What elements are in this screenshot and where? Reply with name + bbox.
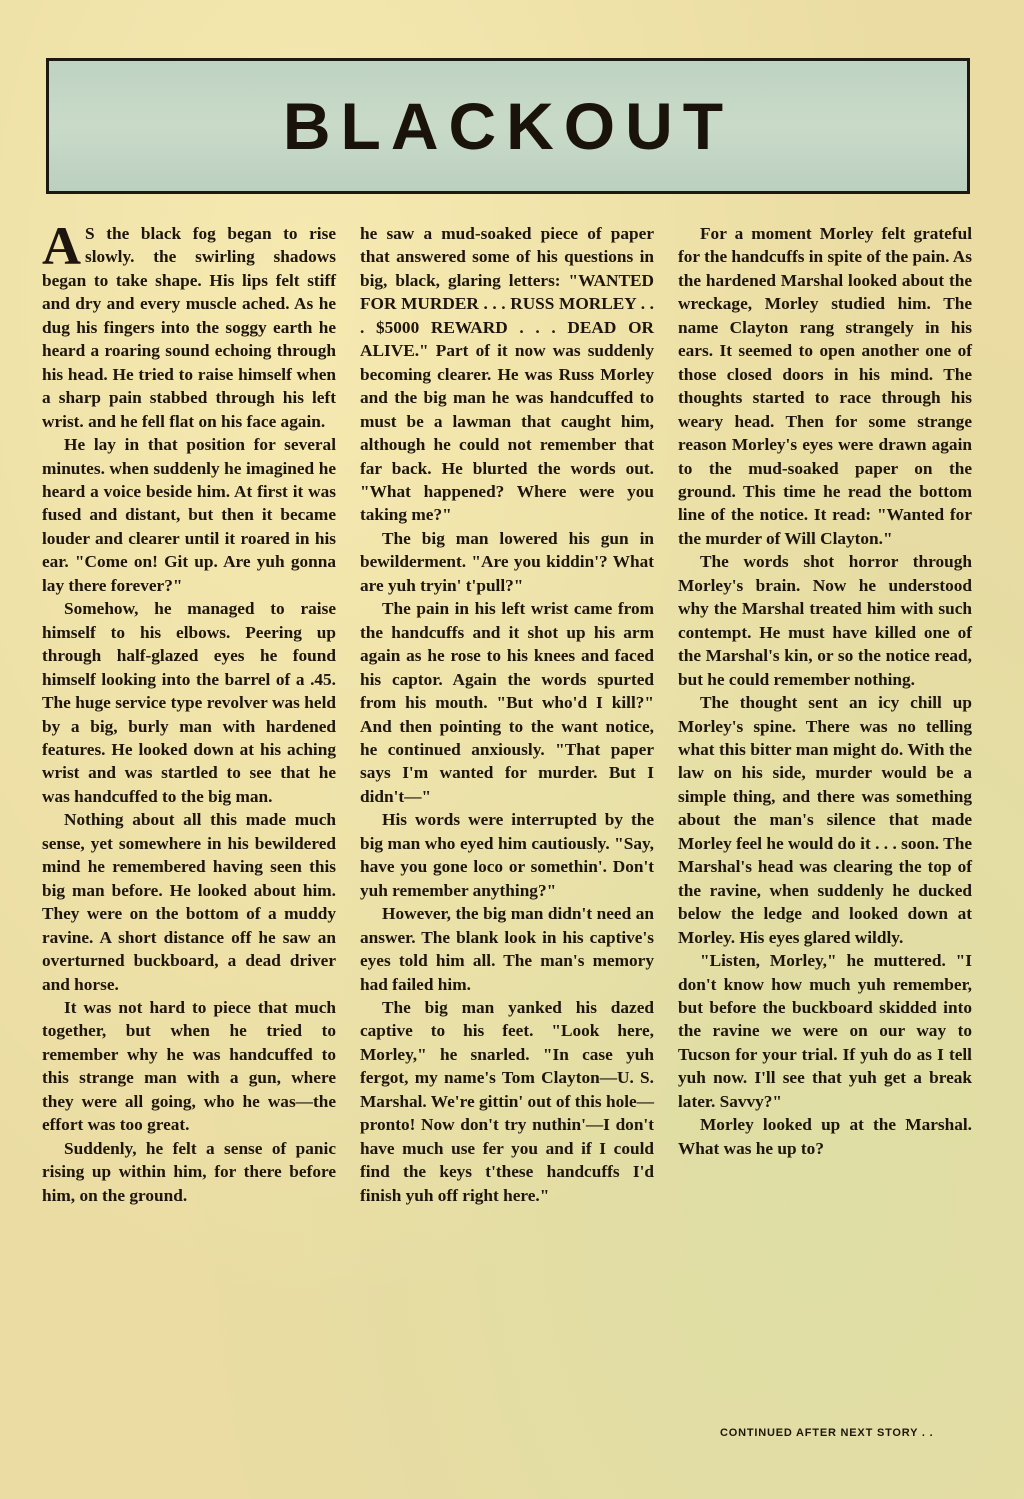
opening-paragraph-text: S the black fog began to rise slowly. the swirling shadows began to take shape. His lips felt stiff and dry and every muscle ached. As he dug his fingers into the soggy earth he heard a roaring sound echoing through his head. He tried to raise himself when a sharp pain stabbed through his left wrist. and he fell flat on his face again.: [42, 224, 336, 431]
paragraph: "Listen, Morley," he muttered. "I don't know how much yuh remember, but before the buckboard skidded into the ravine we were on our way to Tucson for your trial. If yuh do as I tell yuh now. I'll see that yuh get a break later. Savvy?": [678, 951, 972, 1111]
paragraph: Nothing about all this made much sense, yet somewhere in his bewildered mind he remembered having seen this big man before. He looked about him. They were on the bottom of a muddy ravine. A short distance off he saw an overturned buckboard, a dead driver and horse.: [42, 810, 336, 994]
paragraph: Somehow, he managed to raise himself to his elbows. Peering up through half-glazed eyes he found himself looking into the barrel of a .45. The huge service type revolver was held by a big, burly man with hardened features. He looked down at his aching wrist and was startled to see that he was handcuffed to the big man.: [42, 599, 336, 806]
continued-note: CONTINUED AFTER NEXT STORY . .: [720, 1427, 934, 1439]
text-column-1: [42, 216, 336, 1207]
paragraph: The words shot horror through Morley's brain. Now he understood why the Marshal treated him with such contempt. He must have killed one of the Marshal's kin, or so the notice read, but he could remember nothing.: [678, 552, 972, 689]
paragraph: The thought sent an icy chill up Morley's spine. There was no telling what this bitter man might do. With the law on his side, murder would be a simple thing, and there was something about the man's silence that made Morley feel he would do it . . . soon. The Marshal's head was clearing the top of the ravine, when suddenly he ducked below the ledge and looked down at Morley. His eyes glared wildly.: [678, 693, 972, 947]
paragraph: Morley looked up at the Marshal. What was he up to?: [678, 1115, 972, 1158]
paragraph: It was not hard to piece that much together, but when he tried to remember why he was handcuffed to this strange man with a gun, where they were all going, who he was—the effort was too great.: [42, 997, 336, 1135]
text-column-3: [678, 222, 972, 1160]
story-title: BLACKOUT: [282, 89, 734, 163]
drop-cap: A: [42, 216, 81, 276]
text-column-2: [360, 222, 654, 1207]
paragraph: Suddenly, he felt a sense of panic rising up within him, for there before him, on the ground.: [42, 1138, 336, 1205]
paragraph: However, the big man didn't need an answer. The blank look in his captive's eyes told him all. The man's memory had failed him.: [360, 904, 654, 994]
paragraph: He lay in that position for several minutes. when suddenly he imagined he heard a voice beside him. At first it was fused and distant, but then it became louder and clearer until it roared in his ear. "Come on! Git up. Are yuh gonna lay there forever?": [42, 435, 336, 595]
title-banner: [46, 58, 970, 194]
paragraph: The big man yanked his dazed captive to his feet. "Look here, Morley," he snarled. "In case yuh fergot, my name's Tom Clayton—U. S. Marshal. We're gittin' out of this hole— pronto! Now don't try nuthin'—I don't have much use fer you and if I could find the keys t'these handcuffs I'd finish yuh off right here.": [360, 997, 654, 1205]
continued-paragraph: he saw a mud-soaked piece of paper that answered some of his questions in big, black, glaring letters: "WANTED FOR MURDER . . . RUSS MORLEY . . . $5000 REWARD . . . DEAD OR ALIVE." Part of it now was suddenly becoming clearer. He was Russ Morley and the big man he was handcuffed to must be a lawman that caught him, although he could not remember that far back. He blurted the words out. "What happened? Where were you taking me?": [360, 224, 654, 525]
paragraph: The pain in his left wrist came from the handcuffs and it shot up his arm again as he rose to his knees and faced his captor. Again the words spurted from his mouth. "But who'd I kill?" And then pointing to the want notice, he continued anxiously. "That paper says I'm wanted for murder. But I didn't—": [360, 599, 654, 806]
opening-paragraph: [42, 216, 336, 433]
paragraph: For a moment Morley felt grateful for the handcuffs in spite of the pain. As the hardened Marshal looked about the wreckage, Morley studied him. The name Clayton rang strangely in his ears. It seemed to open another one of those closed doors in his mind. The thoughts started to race through his weary head. Then for some strange reason Morley's eyes were drawn again to the mud-soaked paper on the ground. This time he read the bottom line of the notice. It read: "Wanted for the murder of Will Clayton.": [678, 224, 972, 548]
paragraph: The big man lowered his gun in bewilderment. "Are you kiddin'? What are yuh tryin' t'pull?": [360, 528, 654, 595]
paragraph: His words were interrupted by the big man who eyed him cautiously. "Say, have you gone loco or somethin'. Don't yuh remember anything?": [360, 810, 654, 900]
